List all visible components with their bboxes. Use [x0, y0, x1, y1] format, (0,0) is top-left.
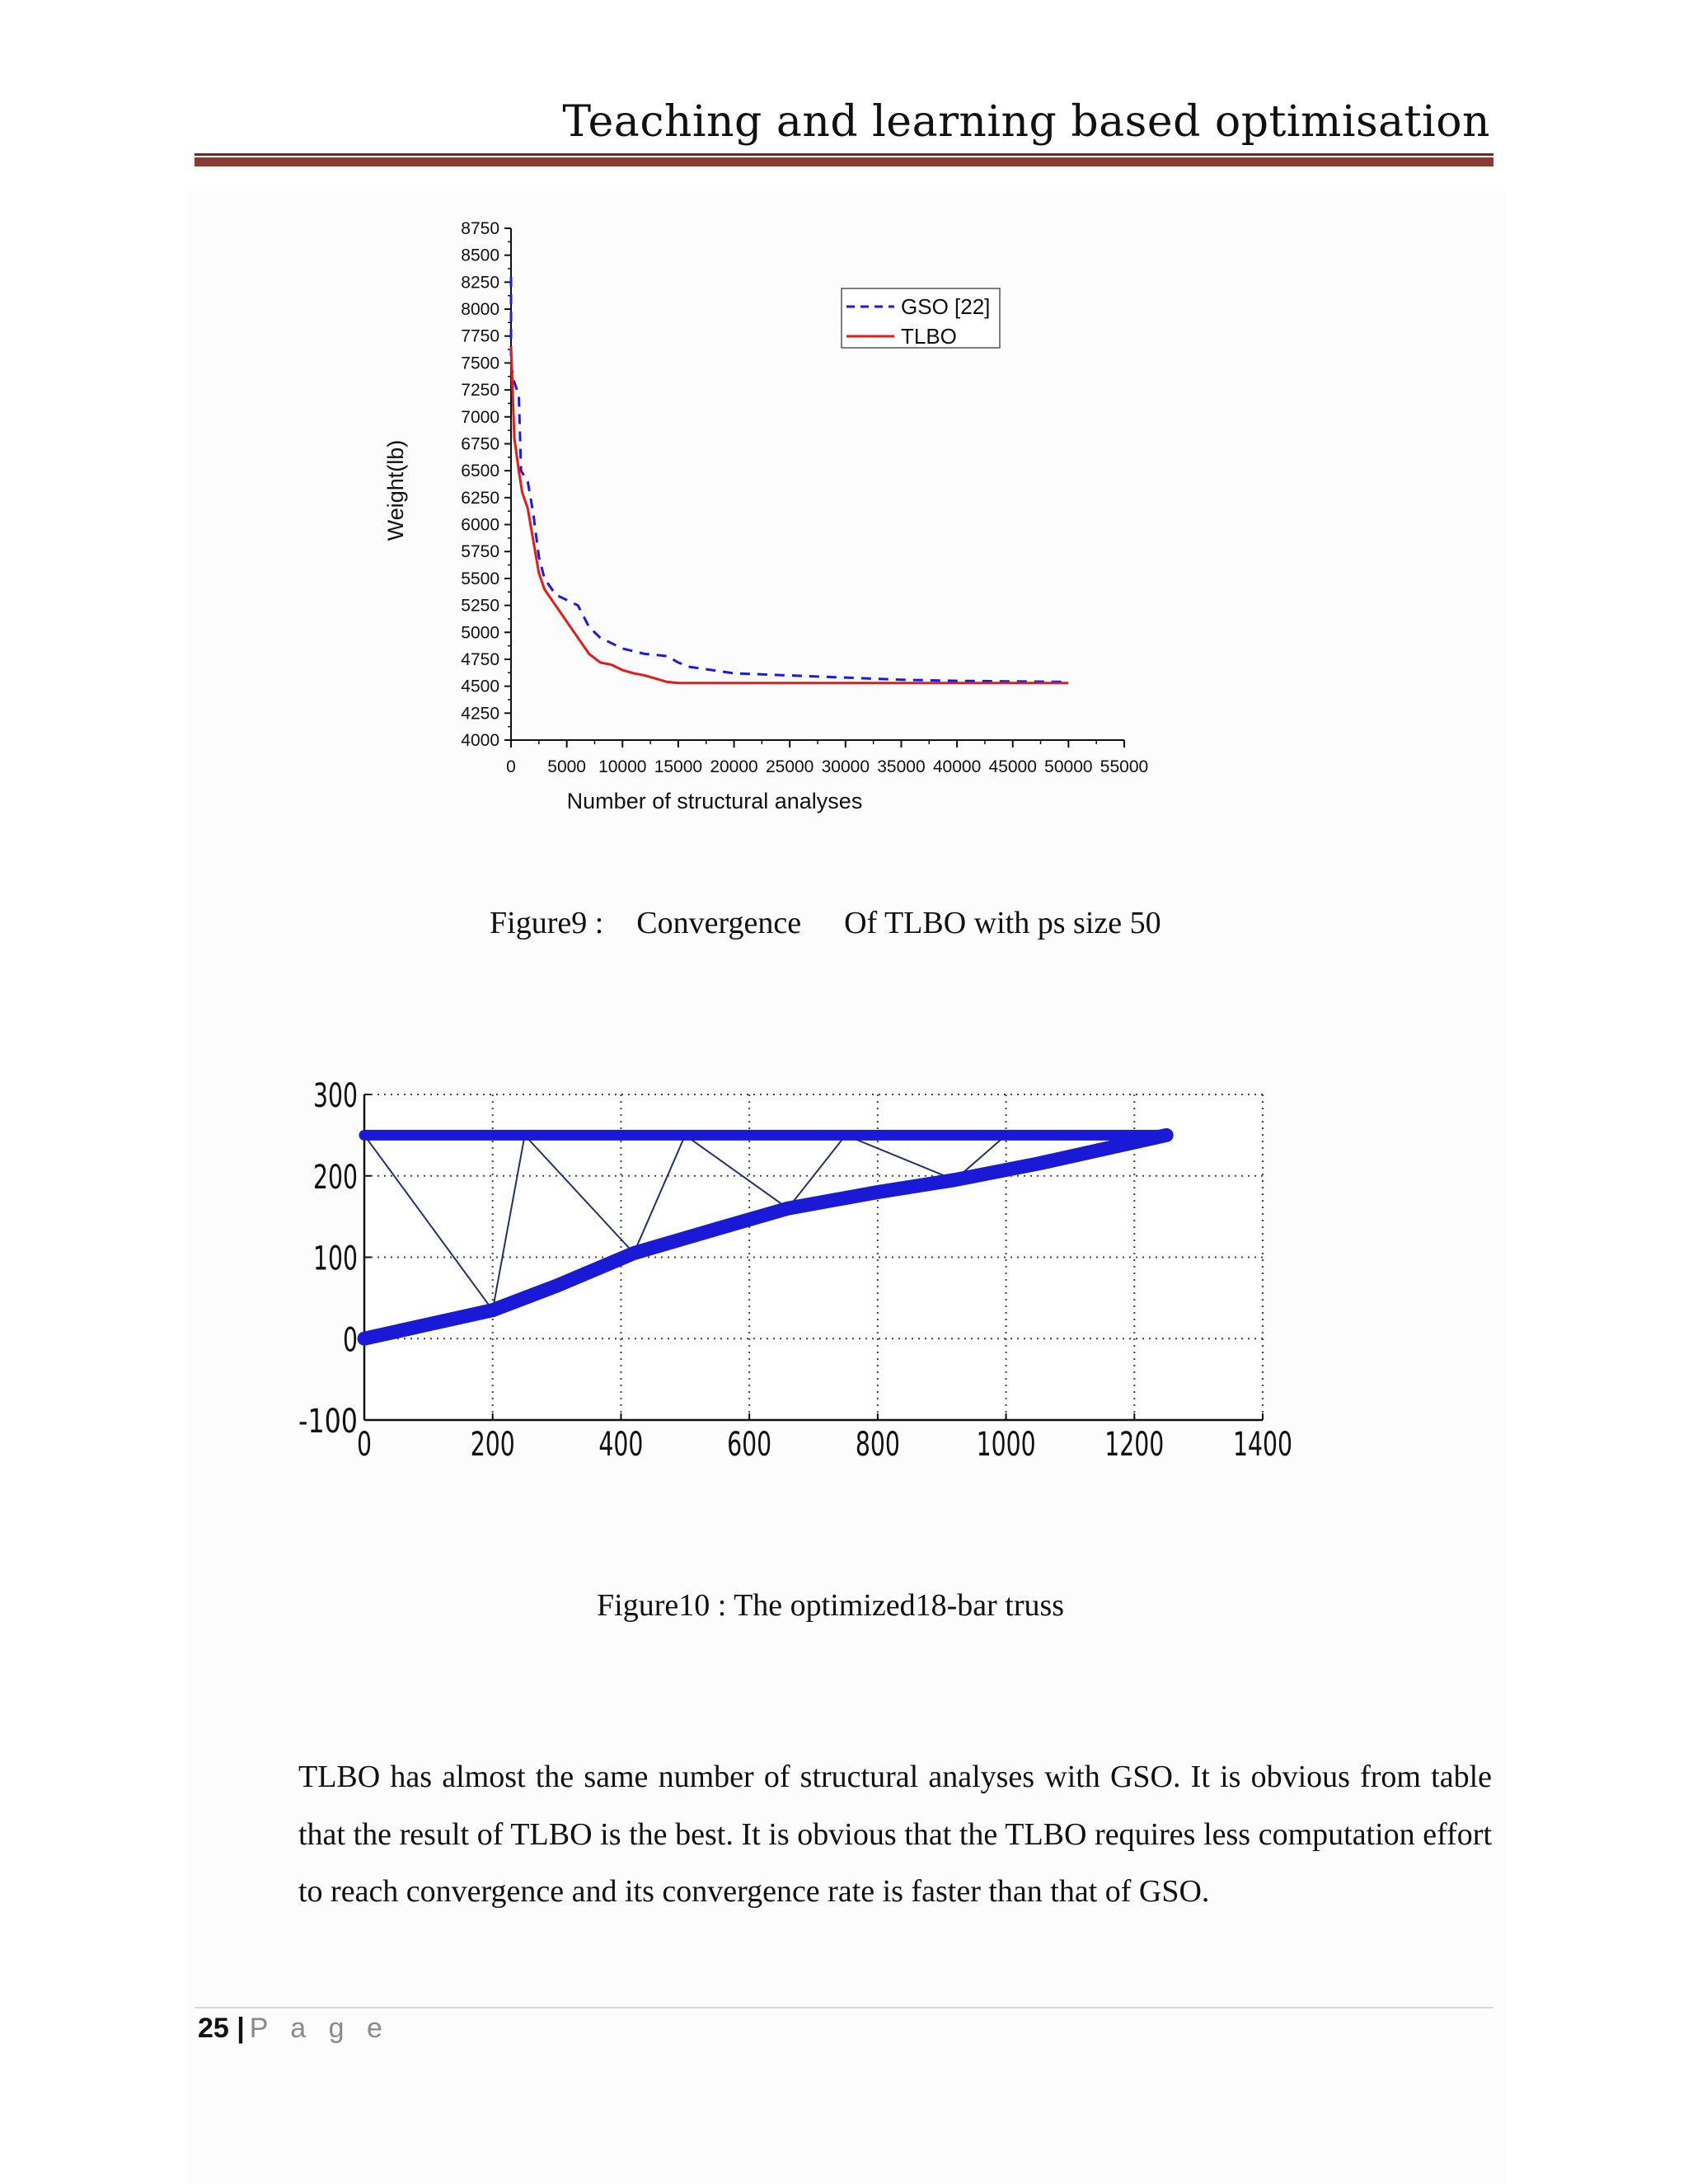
- x-tick-label: 600: [727, 1426, 772, 1464]
- y-tick-label: -100: [298, 1403, 358, 1441]
- x-axis-label: Number of structural analyses: [566, 789, 863, 813]
- x-tick-label: 25000: [765, 757, 814, 776]
- x-tick-label: 400: [598, 1426, 644, 1464]
- figure9-caption-rest: Of TLBO with ps size 50: [844, 906, 1161, 940]
- y-axis-label: Weight(lb): [383, 439, 408, 541]
- y-tick-label: 8000: [461, 300, 499, 320]
- x-tick-label: 55000: [1100, 757, 1149, 776]
- y-tick-label: 200: [313, 1158, 358, 1197]
- figure9-caption-convergence: Convergence: [636, 906, 802, 940]
- y-tick-label: 5000: [461, 623, 499, 643]
- y-tick-label: 100: [313, 1240, 358, 1278]
- legend-label-gso: GSO [22]: [901, 294, 991, 319]
- figure10-chart: [280, 1071, 1302, 1483]
- x-tick-label: 0: [357, 1426, 372, 1464]
- page-number: 25: [198, 2013, 229, 2044]
- y-tick-label: 4500: [461, 677, 499, 696]
- x-tick-label: 10000: [598, 757, 647, 776]
- footer-rule: [195, 2007, 1493, 2008]
- y-tick-label: 8250: [461, 273, 499, 293]
- y-tick-label: 5250: [461, 596, 499, 616]
- y-tick-label: 5750: [461, 542, 499, 562]
- x-tick-label: 40000: [932, 757, 982, 776]
- y-tick-label: 4750: [461, 649, 499, 669]
- y-tick-label: 7500: [461, 354, 499, 373]
- page-footer: [198, 2013, 390, 2045]
- header-rule-thick: [195, 157, 1493, 166]
- page-label: P a g e: [249, 2013, 390, 2044]
- footer-separator: |: [237, 2013, 245, 2044]
- y-tick-label: 6250: [461, 488, 499, 508]
- y-tick-label: 7750: [461, 326, 499, 346]
- x-tick-label: 30000: [821, 757, 870, 776]
- x-tick-label: 35000: [877, 757, 926, 776]
- y-tick-label: 5500: [461, 569, 499, 588]
- y-tick-label: 7250: [461, 381, 499, 401]
- x-tick-label: 15000: [654, 757, 703, 776]
- x-tick-label: 200: [470, 1426, 515, 1464]
- y-tick-label: 6500: [461, 462, 499, 481]
- x-tick-label: 800: [855, 1426, 900, 1464]
- x-tick-label: 5000: [547, 757, 586, 776]
- y-tick-label: 0: [343, 1321, 358, 1360]
- y-tick-label: 8750: [461, 219, 499, 238]
- y-tick-label: 300: [313, 1077, 358, 1115]
- y-tick-label: 7000: [461, 407, 499, 427]
- x-tick-label: 0: [506, 757, 516, 776]
- header-title: Teaching and learning based optimisation: [562, 97, 1490, 147]
- x-tick-label: 50000: [1044, 757, 1093, 776]
- figure10-caption: Figure10 : The optimized18-bar truss: [597, 1588, 1065, 1623]
- x-tick-label: 1000: [976, 1426, 1036, 1464]
- x-tick-label: 20000: [710, 757, 758, 776]
- y-tick-label: 4250: [461, 704, 499, 724]
- figure9-caption-label: Figure9 :: [490, 906, 604, 940]
- body-paragraph: TLBO has almost the same number of structural analyses with GSO. It is obvious from table that the result of TLBO is the best. It is obvious that the TLBO requires less computation effort to reach convergence and its convergence rate is faster than that of GSO.: [298, 1760, 1492, 1909]
- header-rule-thin: [195, 153, 1493, 156]
- y-tick-label: 4000: [461, 731, 499, 750]
- y-tick-label: 8500: [461, 246, 499, 265]
- y-tick-label: 6750: [461, 434, 499, 454]
- x-tick-label: 1400: [1233, 1426, 1292, 1464]
- x-tick-label: 1200: [1104, 1426, 1165, 1464]
- figure9-caption: [490, 905, 1161, 941]
- y-tick-label: 6000: [461, 515, 499, 535]
- legend-label-tlbo: TLBO: [901, 324, 957, 349]
- figure9-chart: [379, 210, 1170, 828]
- x-tick-label: 45000: [988, 757, 1037, 776]
